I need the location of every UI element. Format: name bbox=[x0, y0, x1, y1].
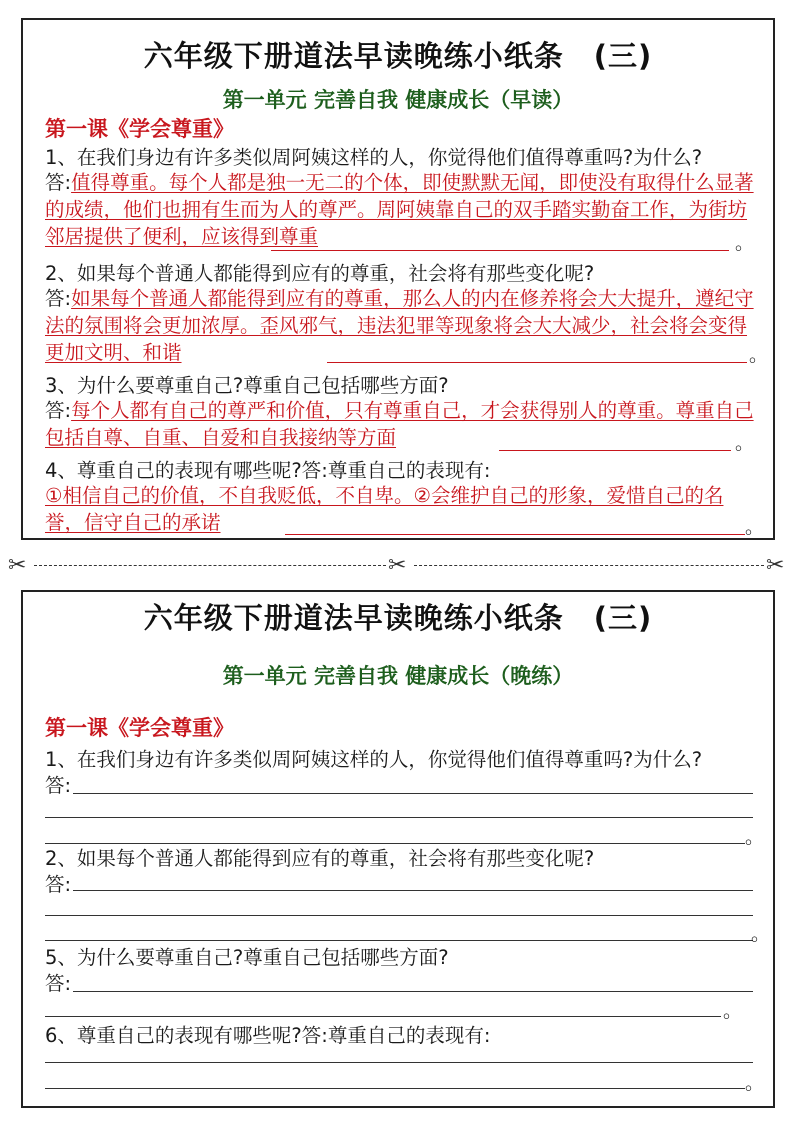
answer-end-mark: 。 bbox=[735, 432, 755, 454]
answer-end-mark: 。 bbox=[749, 344, 769, 366]
answer-text: 每个人都有自己的尊严和价值，只有尊重自己，才会获得别人的尊重。尊重自己包括自尊、自重、自爱和自我接纳等方面 bbox=[45, 399, 754, 449]
answer-underline bbox=[499, 450, 731, 451]
unit-subtitle: 第一单元 完善自我 健康成长（早读） bbox=[222, 88, 574, 112]
cut-line bbox=[8, 554, 792, 578]
scissors-icon: ✂ bbox=[8, 553, 27, 578]
question-2: 2、如果每个普通人都能得到应有的尊重，社会将有那些变化呢? bbox=[45, 847, 595, 870]
answer-label: 答: bbox=[45, 287, 72, 310]
answer-1 bbox=[45, 169, 755, 250]
answer-label: 答: bbox=[45, 774, 72, 797]
answer-end-mark: 。 bbox=[745, 516, 765, 538]
question-1: 1、在我们身边有许多类似周阿姨这样的人，你觉得他们值得尊重吗?为什么? bbox=[45, 146, 703, 169]
answer-4 bbox=[45, 482, 755, 536]
answer-end-mark: 。 bbox=[745, 1072, 765, 1094]
answer-blank-line[interactable] bbox=[45, 1088, 745, 1089]
answer-end-mark: 。 bbox=[745, 826, 765, 848]
answer-blank-line[interactable] bbox=[73, 991, 753, 992]
answer-blank-line[interactable] bbox=[45, 940, 753, 941]
answer-3 bbox=[45, 397, 755, 451]
answer-label: 答: bbox=[45, 972, 72, 995]
unit-subtitle: 第一单元 完善自我 健康成长（晚练） bbox=[222, 664, 574, 688]
question-5: 5、为什么要尊重自己?尊重自己包括哪些方面? bbox=[45, 946, 449, 969]
question-4: 4、尊重自己的表现有哪些呢?答:尊重自己的表现有: bbox=[45, 459, 491, 482]
answer-text: ①相信自己的价值，不自我贬低，不自卑。②会维护自己的形象，爱惜自己的名誉，信守自己的承诺 bbox=[45, 484, 724, 534]
question-3: 3、为什么要尊重自己?尊重自己包括哪些方面? bbox=[45, 374, 449, 397]
sheet-title: 六年级下册道法早读晚练小纸条 (三) bbox=[143, 601, 653, 635]
morning-sheet bbox=[21, 18, 775, 540]
dashed-divider bbox=[34, 565, 386, 566]
answer-end-mark: 。 bbox=[751, 923, 771, 945]
question-1: 1、在我们身边有许多类似周阿姨这样的人，你觉得他们值得尊重吗?为什么? bbox=[45, 748, 703, 771]
answer-blank-line[interactable] bbox=[45, 915, 753, 916]
answer-label: 答: bbox=[45, 399, 72, 422]
answer-blank-line[interactable] bbox=[45, 817, 753, 818]
answer-text: 值得尊重。每个人都是独一无二的个体，即使默默无闻，即使没有取得什么显著的成绩，他们也拥有生而为人的尊严。周阿姨靠自己的双手踏实勤奋工作，为街坊邻居提供了便利，应该得到尊重 bbox=[45, 171, 754, 248]
answer-blank-line[interactable] bbox=[45, 1016, 721, 1017]
scissors-icon: ✂ bbox=[766, 553, 785, 578]
answer-end-mark: 。 bbox=[735, 232, 755, 254]
question-2: 2、如果每个普通人都能得到应有的尊重，社会将有那些变化呢? bbox=[45, 262, 595, 285]
answer-end-mark: 。 bbox=[723, 1000, 743, 1022]
question-6: 6、尊重自己的表现有哪些呢?答:尊重自己的表现有: bbox=[45, 1024, 491, 1047]
answer-label: 答: bbox=[45, 171, 72, 194]
sheet-title: 六年级下册道法早读晚练小纸条 (三) bbox=[143, 39, 653, 73]
answer-blank-line[interactable] bbox=[73, 793, 753, 794]
lesson-title: 第一课《学会尊重》 bbox=[45, 117, 234, 141]
answer-2 bbox=[45, 285, 755, 366]
evening-sheet bbox=[21, 590, 775, 1108]
answer-underline bbox=[285, 534, 745, 535]
answer-underline bbox=[271, 250, 729, 251]
dashed-divider bbox=[414, 565, 764, 566]
answer-text: 如果每个普通人都能得到应有的尊重，那么人的内在修养将会大大提升，遵纪守法的氛围将会更加浓厚。歪风邪气，违法犯罪等现象将会大大减少，社会将会变得更加文明、和谐 bbox=[45, 287, 754, 364]
answer-underline bbox=[327, 362, 747, 363]
lesson-title: 第一课《学会尊重》 bbox=[45, 716, 234, 740]
answer-blank-line[interactable] bbox=[45, 1062, 753, 1063]
answer-label: 答: bbox=[45, 873, 72, 896]
answer-blank-line[interactable] bbox=[73, 890, 753, 891]
scissors-icon: ✂ bbox=[388, 553, 407, 578]
